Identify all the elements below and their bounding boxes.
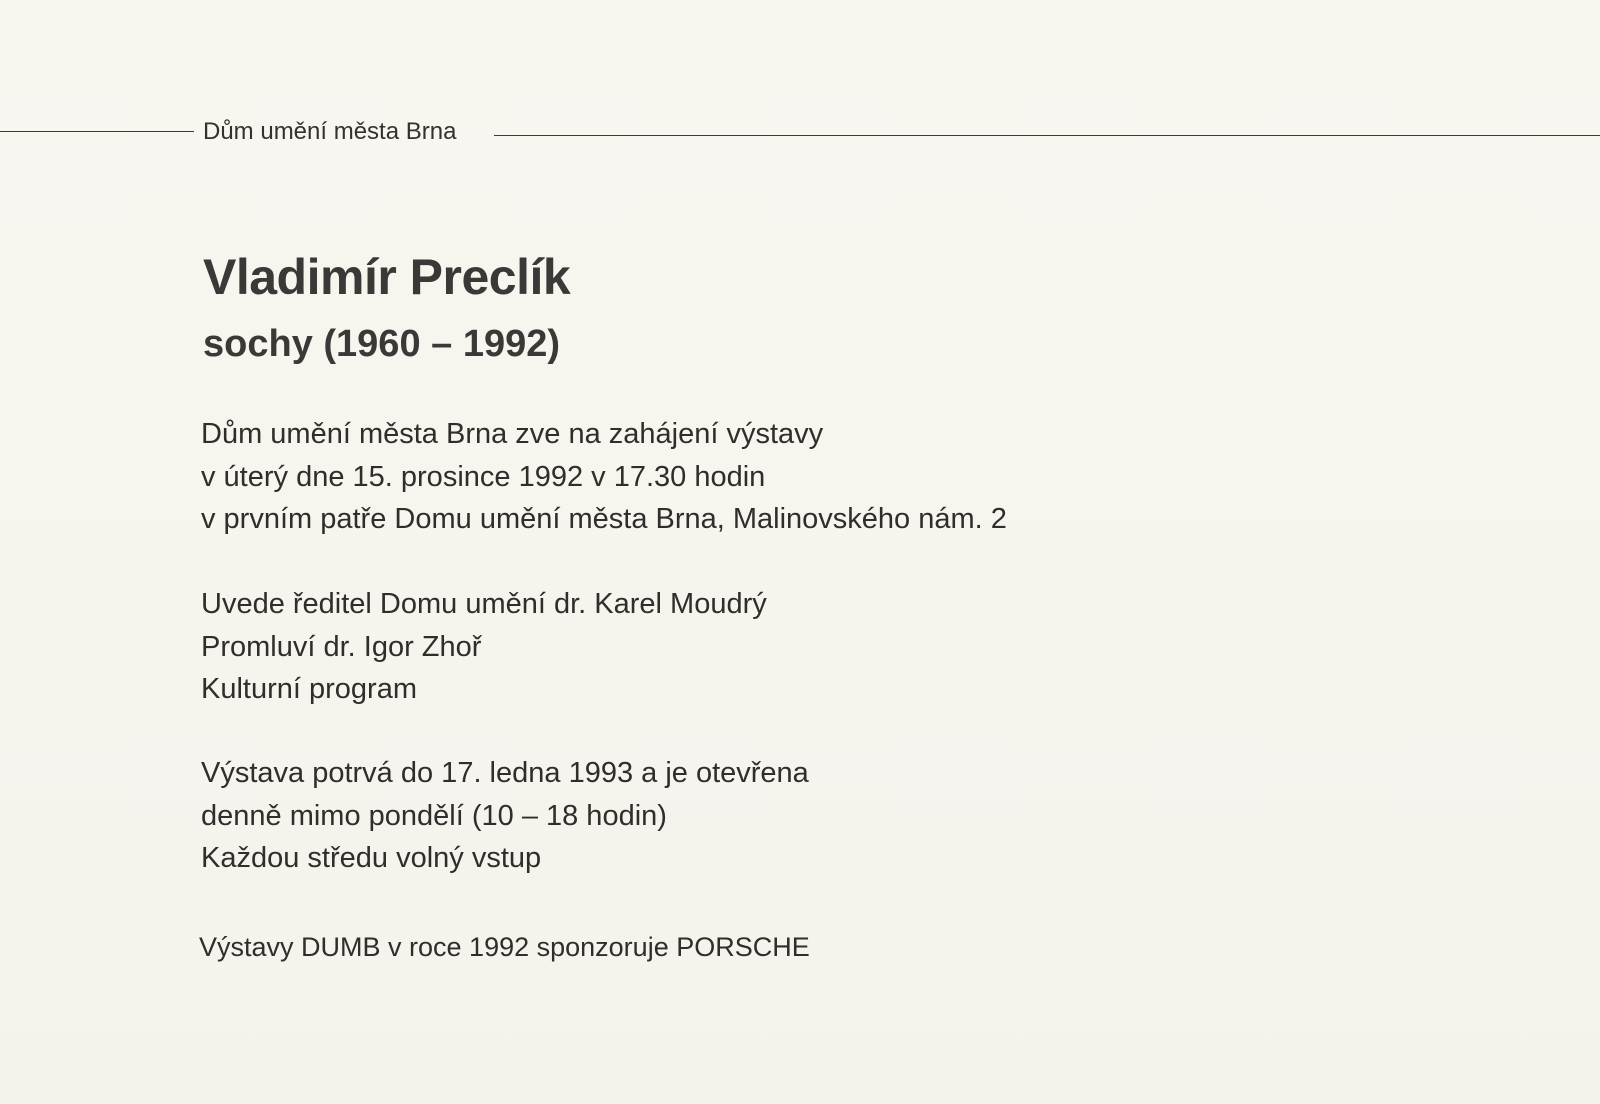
artist-name: Vladimír Preclík: [203, 249, 571, 305]
program-line: Uvede ředitel Domu umění dr. Karel Moudrý: [201, 588, 767, 620]
hours-line: Výstava potrvá do 17. ledna 1993 a je otevřena: [201, 757, 809, 789]
exhibition-subtitle: sochy (1960 – 1992): [203, 323, 561, 365]
invitation-text: [201, 413, 1007, 541]
header-rule-right: [494, 135, 1600, 136]
program-text: [201, 583, 767, 711]
program-line: Kulturní program: [201, 673, 417, 705]
invitation-line: v úterý dne 15. prosince 1992 v 17.30 hodin: [201, 460, 766, 493]
sponsor-note: Výstavy DUMB v roce 1992 sponzoruje PORSCHE: [199, 932, 810, 962]
invitation-line: Dům umění města Brna zve na zahájení výstavy: [201, 418, 824, 450]
opening-hours-text: [201, 752, 809, 880]
invitation-line: v prvním patře Domu umění města Brna, Malinovského nám. 2: [201, 503, 1007, 535]
hours-line: Každou středu volný vstup: [201, 842, 542, 874]
hours-line: denně mimo pondělí (10 – 18 hodin): [201, 799, 667, 832]
header-institution: Dům umění města Brna: [203, 118, 457, 145]
header-rule-left: [0, 131, 194, 132]
program-line: Promluví dr. Igor Zhoř: [201, 630, 482, 663]
